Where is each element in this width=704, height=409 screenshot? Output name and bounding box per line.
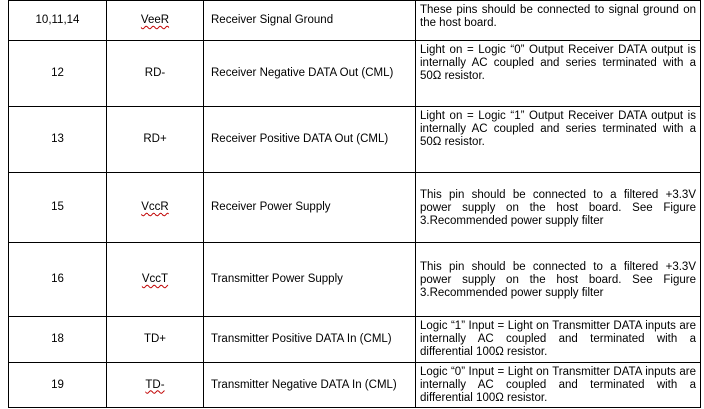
pin-symbol: RD- — [144, 67, 166, 79]
pin-symbol: RD+ — [143, 133, 167, 145]
pin-name-cell: Receiver Power Supply — [204, 173, 416, 243]
pin-number-cell: 13 — [9, 107, 107, 173]
pin-symbol: TD+ — [143, 333, 167, 345]
pin-symbol-cell — [107, 1, 204, 41]
pin-symbol-cell — [107, 317, 204, 363]
pin-number-cell: 15 — [9, 173, 107, 243]
pin-name-cell: Receiver Negative DATA Out (CML) — [204, 41, 416, 107]
pin-description-table — [8, 0, 701, 408]
pin-description-table-container — [8, 0, 701, 408]
pin-number-cell: 16 — [9, 243, 107, 317]
pin-symbol: VccT — [141, 273, 169, 285]
table-row — [9, 107, 701, 173]
pin-description-cell: Light on = Logic “1” Output Receiver DATA output is internally AC coupled and series terminated with a 50Ω resistor. — [416, 107, 701, 173]
pin-number-cell: 19 — [9, 363, 107, 408]
pin-description-cell: This pin should be connected to a filtered +3.3V power supply on the host board. See Figure 3.Recommended power supply filter — [416, 173, 701, 243]
pin-description-cell: These pins should be connected to signal ground on the host board. — [416, 1, 701, 41]
pin-description-cell: Logic “1” Input = Light on Transmitter DATA inputs are internally AC coupled and terminated with a differential 100Ω resistor. — [416, 317, 701, 363]
pin-symbol-cell — [107, 243, 204, 317]
pin-symbol-cell — [107, 107, 204, 173]
pin-symbol-cell — [107, 363, 204, 408]
pin-number-cell: 12 — [9, 41, 107, 107]
pin-number-cell: 18 — [9, 317, 107, 363]
pin-description-cell: Logic “0” Input = Light on Transmitter DATA inputs are internally AC coupled and terminated with a differential 100Ω resistor. — [416, 363, 701, 408]
table-row — [9, 173, 701, 243]
table-row — [9, 41, 701, 107]
pin-number-cell: 10,11,14 — [9, 1, 107, 41]
pin-symbol-cell — [107, 173, 204, 243]
table-row — [9, 317, 701, 363]
pin-description-cell: This pin should be connected to a filtered +3.3V power supply on the host board. See Figure 3.Recommended power supply filter — [416, 243, 701, 317]
pin-symbol-cell — [107, 41, 204, 107]
pin-name-cell: Transmitter Power Supply — [204, 243, 416, 317]
pin-name-cell: Transmitter Positive DATA In (CML) — [204, 317, 416, 363]
table-row — [9, 363, 701, 408]
pin-symbol: TD- — [145, 378, 165, 391]
pin-name-cell: Receiver Signal Ground — [204, 1, 416, 41]
pin-symbol: VeeR — [140, 14, 170, 26]
pin-name-cell: Transmitter Negative DATA In (CML) — [204, 363, 416, 408]
pin-description-cell: Light on = Logic “0” Output Receiver DATA output is internally AC coupled and series terminated with a 50Ω resistor. — [416, 41, 701, 107]
table-row — [9, 1, 701, 41]
pin-symbol: VccR — [141, 201, 169, 213]
table-row — [9, 243, 701, 317]
pin-name-cell: Receiver Positive DATA Out (CML) — [204, 107, 416, 173]
